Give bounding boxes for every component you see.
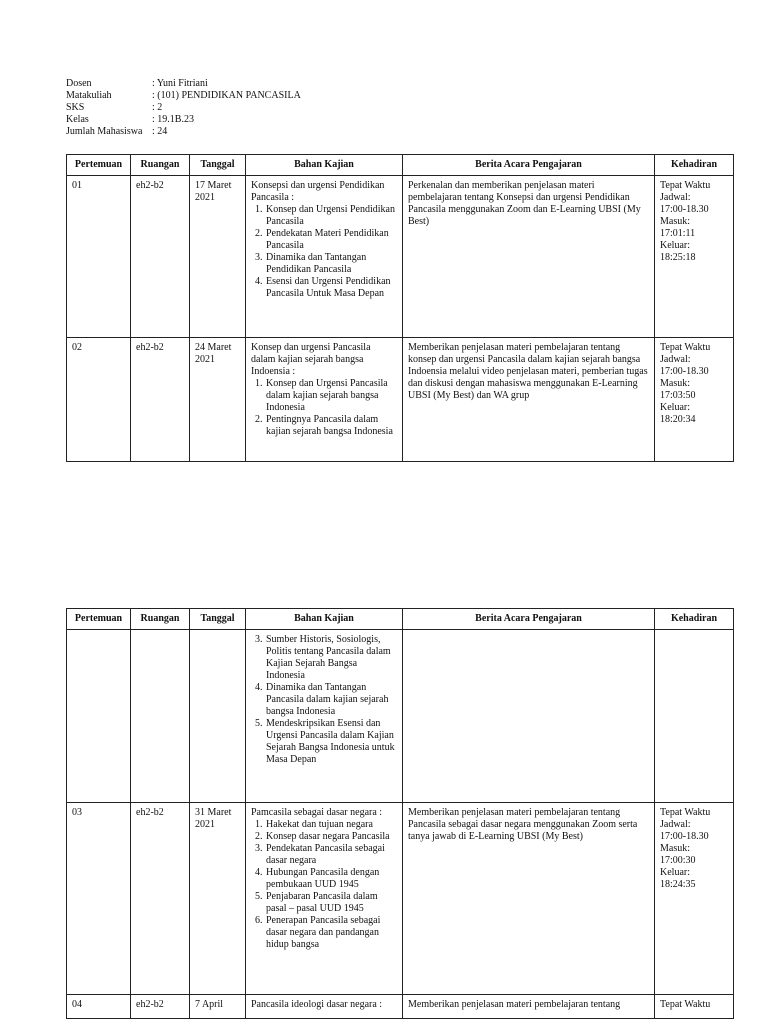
cell-bahan-kajian	[246, 630, 403, 803]
kehadiran-status: Tepat Waktu	[660, 180, 711, 191]
info-value: : (101) PENDIDIKAN PANCASILA	[152, 90, 301, 101]
info-row-dosen	[66, 78, 301, 90]
kehadiran-line: 17:01:11	[660, 228, 696, 239]
course-info	[66, 78, 301, 138]
list-item: 1. Konsep dan Urgensi Pendidikan Pancasila	[265, 204, 397, 228]
table-header-row	[67, 155, 734, 176]
kehadiran-line: 17:00-18.30	[660, 366, 709, 377]
cell-kehadiran	[655, 995, 734, 1019]
cell-tanggal	[190, 630, 246, 803]
kehadiran-line: 17:03:50	[660, 390, 696, 401]
info-label: Dosen	[66, 78, 92, 89]
cell-bahan-kajian	[246, 338, 403, 462]
header-tanggal: Tanggal	[190, 609, 246, 630]
header-berita-acara: Berita Acara Pengajaran	[403, 155, 655, 176]
cell-pertemuan: 03	[67, 803, 131, 995]
cell-kehadiran	[655, 803, 734, 995]
kehadiran-line: Masuk:	[660, 843, 690, 854]
attendance-table-1	[66, 154, 734, 462]
table-row	[67, 995, 734, 1019]
list-item: 2. Pentingnya Pancasila dalam kajian sejarah bangsa Indonesia	[265, 414, 397, 438]
kehadiran-status: Tepat Waktu	[660, 342, 711, 353]
cell-berita-acara: Memberikan penjelasan materi pembelajaran tentang	[403, 995, 655, 1019]
kehadiran-status: Tepat Waktu	[660, 999, 711, 1010]
kehadiran-line: Jadwal:	[660, 354, 691, 365]
list-item: 1. Konsep dan Urgensi Pancasila dalam kajian sejarah bangsa Indonesia	[265, 378, 397, 414]
table-row	[67, 176, 734, 338]
cell-kehadiran	[655, 630, 734, 803]
list-item: 3. Dinamika dan Tantangan Pendidikan Pancasila	[265, 252, 397, 276]
kehadiran-line: 17:00-18.30	[660, 831, 709, 842]
info-row-jumlah-mahasiswa	[66, 126, 301, 138]
cell-tanggal: 31 Maret 2021	[190, 803, 246, 995]
list-item: 3. Pendekatan Pancasila sebagai dasar negara	[265, 843, 397, 867]
info-label: Kelas	[66, 114, 89, 125]
bahan-intro: Pancasila ideologi dasar negara :	[251, 999, 383, 1010]
cell-bahan-kajian	[246, 176, 403, 338]
info-value: : 2	[152, 102, 163, 113]
kehadiran-line: 18:25:18	[660, 252, 696, 263]
info-label: SKS	[66, 102, 85, 113]
kehadiran-line: Keluar:	[660, 402, 690, 413]
header-kehadiran: Kehadiran	[655, 155, 734, 176]
kehadiran-status: Tepat Waktu	[660, 807, 711, 818]
cell-tanggal: 17 Maret 2021	[190, 176, 246, 338]
kehadiran-line: Keluar:	[660, 240, 690, 251]
list-item: 2. Pendekatan Materi Pendidikan Pancasila	[265, 228, 397, 252]
list-item: 4. Dinamika dan Tantangan Pancasila dalam kajian sejarah bangsa Indonesia	[265, 682, 397, 718]
table-header-row	[67, 609, 734, 630]
header-ruangan: Ruangan	[131, 155, 190, 176]
info-label: Matakuliah	[66, 90, 112, 101]
header-bahan-kajian: Bahan Kajian	[246, 609, 403, 630]
cell-tanggal: 24 Maret 2021	[190, 338, 246, 462]
info-row-kelas	[66, 114, 301, 126]
cell-berita-acara	[403, 630, 655, 803]
cell-ruangan: eh2-b2	[131, 803, 190, 995]
kehadiran-line: Masuk:	[660, 216, 690, 227]
list-item: 5. Mendeskripsikan Esensi dan Urgensi Pancasila dalam Kajian Sejarah Bangsa Indonesia untuk Masa Depan	[265, 718, 397, 766]
kehadiran-line: Jadwal:	[660, 819, 691, 830]
list-item: 4. Hubungan Pancasila dengan pembukaan UUD 1945	[265, 867, 397, 891]
cell-pertemuan: 02	[67, 338, 131, 462]
list-item: 4. Esensi dan Urgensi Pendidikan Pancasila Untuk Masa Depan	[265, 276, 397, 300]
topic-list	[251, 634, 397, 766]
attendance-table-2	[66, 608, 734, 1019]
info-value: : Yuni Fitriani	[152, 78, 208, 89]
cell-kehadiran	[655, 176, 734, 338]
cell-ruangan	[131, 630, 190, 803]
info-row-matakuliah	[66, 90, 301, 102]
kehadiran-line: 17:00-18.30	[660, 204, 709, 215]
info-value: : 19.1B.23	[152, 114, 194, 125]
bahan-intro: Pamcasila sebagai dasar negara :	[251, 807, 383, 818]
list-item: 1. Hakekat dan tujuan negara	[265, 819, 397, 831]
topic-list	[251, 819, 397, 951]
list-item: 3. Sumber Historis, Sosiologis, Politis tentang Pancasila dalam Kajian Sejarah Bangsa Indonesia	[265, 634, 397, 682]
kehadiran-line: 18:24:35	[660, 879, 696, 890]
cell-ruangan: eh2-b2	[131, 176, 190, 338]
list-item: 2. Konsep dasar negara Pancasila	[265, 831, 397, 843]
header-ruangan: Ruangan	[131, 609, 190, 630]
kehadiran-line: Masuk:	[660, 378, 690, 389]
kehadiran-line: 18:20:34	[660, 414, 696, 425]
info-label: Jumlah Mahasiswa	[66, 126, 143, 137]
cell-ruangan: eh2-b2	[131, 995, 190, 1019]
list-item: 5. Penjabaran Pancasila dalam pasal – pasal UUD 1945	[265, 891, 397, 915]
topic-list	[251, 378, 397, 438]
table-row	[67, 803, 734, 995]
cell-berita-acara: Memberikan penjelasan materi pembelajaran tentang konsep dan urgensi Pancasila dalam kajian sejarah bangsa Indoensia melalui video penjelasan materi, pemberian tugas dan diskusi dengan mahasiswa menggunakan E-Learning UBSI (My Best) dan WA grup	[403, 338, 655, 462]
cell-berita-acara: Memberikan penjelasan materi pembelajaran tentang Pancasila sebagai dasar negara menggunakan Zoom serta tanya jawab di E-Learning UBSI (My Best)	[403, 803, 655, 995]
cell-pertemuan	[67, 630, 131, 803]
info-row-sks	[66, 102, 301, 114]
cell-bahan-kajian	[246, 995, 403, 1019]
kehadiran-line: Keluar:	[660, 867, 690, 878]
header-pertemuan: Pertemuan	[67, 155, 131, 176]
table-row-continued	[67, 630, 734, 803]
header-kehadiran: Kehadiran	[655, 609, 734, 630]
info-value: : 24	[152, 126, 168, 137]
kehadiran-line: 17:00:30	[660, 855, 696, 866]
table-row	[67, 338, 734, 462]
cell-pertemuan: 04	[67, 995, 131, 1019]
list-item: 6. Penerapan Pancasila sebagai dasar negara dan pandangan hidup bangsa	[265, 915, 397, 951]
header-tanggal: Tanggal	[190, 155, 246, 176]
cell-tanggal: 7 April	[190, 995, 246, 1019]
cell-berita-acara: Perkenalan dan memberikan penjelasan materi pembelajaran tentang Konsepsi dan urgensi Pendidikan Pancasila menggunakan Zoom dan E-Learning UBSI (My Best)	[403, 176, 655, 338]
cell-ruangan: eh2-b2	[131, 338, 190, 462]
topic-list	[251, 204, 397, 300]
header-bahan-kajian: Bahan Kajian	[246, 155, 403, 176]
bahan-intro: Konsepsi dan urgensi Pendidikan Pancasila :	[251, 180, 385, 203]
cell-bahan-kajian	[246, 803, 403, 995]
kehadiran-line: Jadwal:	[660, 192, 691, 203]
bahan-intro: Konsep dan urgensi Pancasila dalam kajian sejarah bangsa Indoensia :	[251, 342, 371, 377]
cell-kehadiran	[655, 338, 734, 462]
header-pertemuan: Pertemuan	[67, 609, 131, 630]
header-berita-acara: Berita Acara Pengajaran	[403, 609, 655, 630]
cell-pertemuan: 01	[67, 176, 131, 338]
